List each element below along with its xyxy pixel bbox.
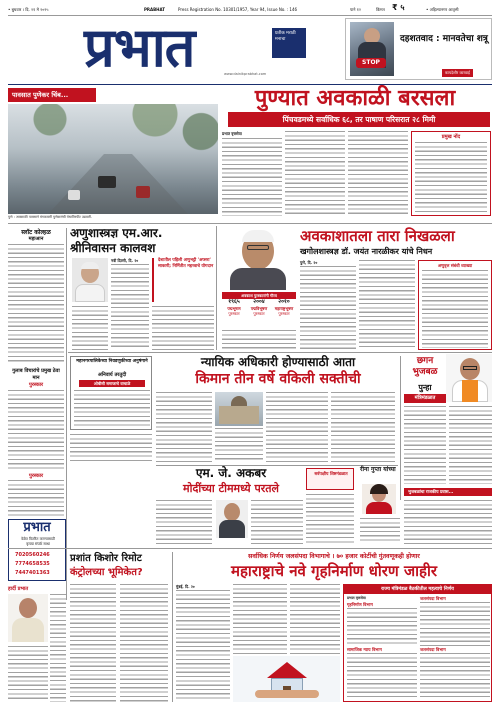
left-col-title: स्लॉट कोल्हळ [21,229,51,236]
brand-small: PRABHAT [144,7,166,12]
judicial-body-2 [266,392,328,462]
award-1-name: पद्मभूषण [227,305,241,311]
narlikar-body-2 [359,260,415,350]
narlikar-byline: पुणे, दि. २० [300,260,318,265]
bhujbal-glasses [463,366,477,370]
cabinet-item-4-body [420,653,490,699]
housing-headline: महाराष्ट्राचे नवे गृहनिर्माण धोरण जाहीर [231,562,437,580]
issue-date: • बुधवार । दि. २१ मे २०२५ [8,7,49,12]
cabinet-box-note: प्रभात वृत्तसेवा [347,596,366,600]
akbar-body-2 [251,500,303,544]
judicial-photo-caption [215,428,263,462]
photo-trees [8,104,218,154]
promo-title: दहशतवाद : मानवतेचा शत्रू [400,34,488,44]
obit-pullquote-text: देशातील पहिली अणुभट्टी 'अप्सरा' साकारी; निर्मितीत महत्त्वाचे योगदान [158,258,214,269]
rina-headline: रीना गुप्ता यांच्या [360,466,396,473]
narlikar-coat [230,268,286,290]
narlikar-subhead: खगोलशास्त्रज्ञ डॉ. जयंत नारळीकर यांचे निधन [300,247,433,256]
left-col-subtitle: महाआन [28,236,44,242]
akbar-portrait [216,500,248,538]
bhujbal-name-3: पुन्हा [418,383,432,392]
award-1-tail: पुरस्कार [228,311,240,316]
obit-portrait [72,258,108,302]
narlikar-glasses [247,245,269,250]
cabinet-decisions-box [343,584,492,702]
lead-rain-photo [8,104,218,214]
narlikar-side-body [422,270,488,348]
left-item-2-body [8,480,64,516]
housing-divider [172,552,173,702]
akbar-body-1 [156,500,212,544]
subscribe-box [8,519,66,581]
award-2-year: २००४ [253,299,265,305]
left-item-body [8,390,64,470]
kishore-body-2 [120,584,168,702]
subscribe-line-1: वेळेत वितरित करण्यासाठी [21,537,55,541]
lead-body-col-3 [348,131,408,216]
judicial-body-1 [156,392,212,462]
narlikar-body-1 [300,266,356,350]
court-dome [231,396,247,406]
lead-byline: प्रभात वृत्तसेवा [222,131,242,136]
akbar-side-body [306,494,354,544]
price: ₹ ५ [392,3,405,12]
left-item-headline: गुलाब विचारांचे प्रमुख ठेवा मान [12,368,60,381]
bhujbal-portrait [446,354,492,402]
rina-body [360,518,400,544]
subscribe-phone-3[interactable]: 7447401363 [15,570,50,576]
narlikar-headline: अवकाशातला तारा निखळला [300,227,455,245]
municipal-box-body [74,390,150,428]
award-1-year: १९६५ [228,299,240,305]
promo-subtitle: कायदेशीर कारवाई [442,69,473,77]
lead-body-col-1 [222,138,282,216]
top-bar [8,3,492,16]
akbar-side-box-text: सर्वपक्षीय शिष्टमंडळात [314,471,348,476]
bhujbal-name-2: भुजबळ [412,367,438,377]
cabinet-item-1 [347,602,417,608]
obit-pullquote [152,258,214,302]
supreme-court-photo [215,392,263,426]
narlikar-side-title: अणुवृत्त संबंधी व्याख्या [437,263,473,268]
cabinet-box-title: राज्य मंत्रिमंडळ बैठकीतील महत्वाचे निर्णय [344,585,491,594]
photo-vehicle-2 [136,186,150,198]
kishore-headline-1: प्रशांत किशोर रिमोट [70,553,142,564]
municipal-box [70,356,152,430]
edition: • अहिल्यानगर आवृत्ती [426,7,459,12]
housing-byline: मुंबई, दि. २० [176,584,195,589]
lead-photo-caption: पुणे : अवकाळी पावसाने मंगळवारी पुणेकरांची त्रेधातिरपीट उडवली. [8,215,93,219]
price-label: किंमत [376,7,385,12]
lead-headline: पुण्यात अवकाळी बरसला [254,86,456,111]
registration: Press Registration No. 10301/1957, Year 94, Issue No. : 146 [178,7,298,12]
cabinet-item-4 [420,647,490,653]
housing-house-graphic [233,656,340,702]
bhujbal-lower-body [404,500,492,544]
rina-hair [370,484,388,494]
left-col-divider [66,228,67,600]
lead-side-box-body [415,142,487,214]
bhujbal-body-2 [449,406,492,484]
subscribe-logo: प्रभात [23,520,51,535]
bhujbal-footer: भुजबळांचा राजकीय प्रवास... [404,488,492,496]
judicial-headline-2: किमान तीन वर्षे वकिली सक्तीची [195,371,361,387]
photo-vehicle-3 [68,190,80,200]
mid-rule [68,352,492,353]
portrait-shirt [75,284,105,302]
house-hand [255,690,319,698]
bhujbal-cabinet-tag: मंत्रिमंडळात [404,394,446,403]
rina-portrait [362,484,396,514]
judicial-body-3 [331,392,395,462]
kishore-left-body [50,594,66,702]
narlikar-awards [222,300,296,330]
lead-kicker: पावसात पुणेकर चिंब... [8,88,96,102]
housing-body-2 [233,584,287,654]
house-roof [267,662,307,678]
subscribe-phone-2[interactable]: 7774658535 [15,561,50,567]
cabinet-item-3 [420,596,490,602]
cabinet-item-1-body [347,608,417,646]
bhujbal-name-block [403,356,447,378]
lead-side-box [411,131,491,216]
municipal-box-tag: ओबीसी समाजाचे वाचाळे [79,380,145,387]
akbar-headline-1: एम. जे. अकबर [195,466,267,480]
akbar-jacket [219,520,245,538]
obit-body-2 [152,306,214,350]
narlikar-portrait [220,230,296,290]
subscribe-phone-1[interactable]: 7020560246 [15,552,50,558]
masthead-logo: प्रभात [84,15,195,79]
municipal-box-sub: अनिवार्य तरतुदी [97,372,127,378]
municipal-box-title: महानगरपालिकेच्या निवडणुकीच्या अनुषंगाने [76,359,148,364]
kishore-kicker: हार्दी प्रभात [8,586,29,592]
narlikar-divider [216,226,217,350]
obit-byline: नवी दिल्ली, दि. २० [111,258,139,263]
housing-kicker: सर्वाधिक निर्णय जलसंपदा विभागाचे । ७० हजार कोटींची गुंतवणूकही होणार [248,553,420,560]
bhujbal-name-1: छगन [416,356,434,366]
akbar-side-box [306,468,354,490]
masthead-tagline [272,28,306,58]
obit-body-1 [111,264,149,350]
promo-photo [350,22,394,76]
cabinet-item-2-body [347,653,417,699]
narlikar-side-box [418,260,492,350]
award-1 [222,300,246,317]
portrait-hair [81,262,99,269]
court-building [219,406,259,424]
cabinet-item-1-title: गृहनिर्माण विभाग [347,602,373,607]
bhujbal-body-1 [404,406,446,484]
award-3 [272,300,296,317]
award-3-tail: पुरस्कार [278,311,290,316]
lead-bottom-rule [8,223,492,224]
narlikar-hair [242,230,274,242]
award-2-tail: पुरस्कार [253,311,265,316]
kishore-body-1 [70,584,116,702]
lower-rule [8,548,492,549]
cabinet-item-2 [347,647,417,653]
municipal-body [70,434,152,462]
bhujbal-divider [400,356,401,500]
housing-body-3 [290,584,340,654]
kishore-portrait [8,594,48,642]
obit-body-3 [72,306,108,350]
obit-headline: अणुशास्त्रज्ञ एम.आर. श्रीनिवासन कालवश [70,226,163,255]
narlikar-award-label: अवकाश पुरस्कारांनी गौरव [222,292,296,299]
left-col-body [8,244,64,364]
subscribe-line-2: कृपया संपर्क साधा [26,542,50,546]
cabinet-item-4-title: जलसंपदा विभाग [420,647,446,652]
photo-vehicle [98,176,116,188]
bhujbal-scarf [462,380,478,402]
narlikar-body-under-awards [222,330,296,350]
kishore-headline-2: कंट्रोलच्या भूमिकेत? [70,567,143,578]
page-count: पाने १२ [350,7,361,12]
promo-box [345,18,492,80]
photo-road [48,154,188,214]
lead-body-col-2 [285,131,345,216]
kishore-lower-left [8,646,48,702]
award-3-year: २०१० [278,299,290,305]
masthead-url: www.dainikprabhat.com [224,72,267,76]
akbar-head [224,503,240,521]
tagline-text: प्रतीक मराठी मनाचा [275,31,296,42]
lead-subhead: पिंचवडमध्ये सर्वाधिक ६८, तर पाषाण परिसरात २८ मिमी [228,112,490,127]
rina-clothes [366,502,392,514]
cabinet-item-3-body [420,602,490,646]
kishore-shirt [12,618,44,642]
award-2 [247,300,271,317]
cabinet-item-2-title: सामाजिक न्याय विभाग [347,647,382,652]
award-3-name: महाराष्ट्रभूषण [274,305,294,311]
akbar-headline-2: मोदींच्या टीममध्ये परतले [183,482,279,495]
lead-side-box-title: प्रमुख नोंद [441,134,461,140]
judicial-headline-1: न्यायिक अधिकारी होण्यासाठी आता [200,355,356,369]
left-item-2-title: पुरस्कार [28,473,43,479]
left-item-sub: पुरस्कार [28,382,43,388]
kishore-head [19,598,37,618]
cabinet-item-3-title: जलसंपदा विभाग [420,596,446,601]
housing-body-1 [176,590,230,702]
promo-stop-sign: STOP [356,58,386,68]
award-2-name: पद्मविभूषण [250,305,268,311]
